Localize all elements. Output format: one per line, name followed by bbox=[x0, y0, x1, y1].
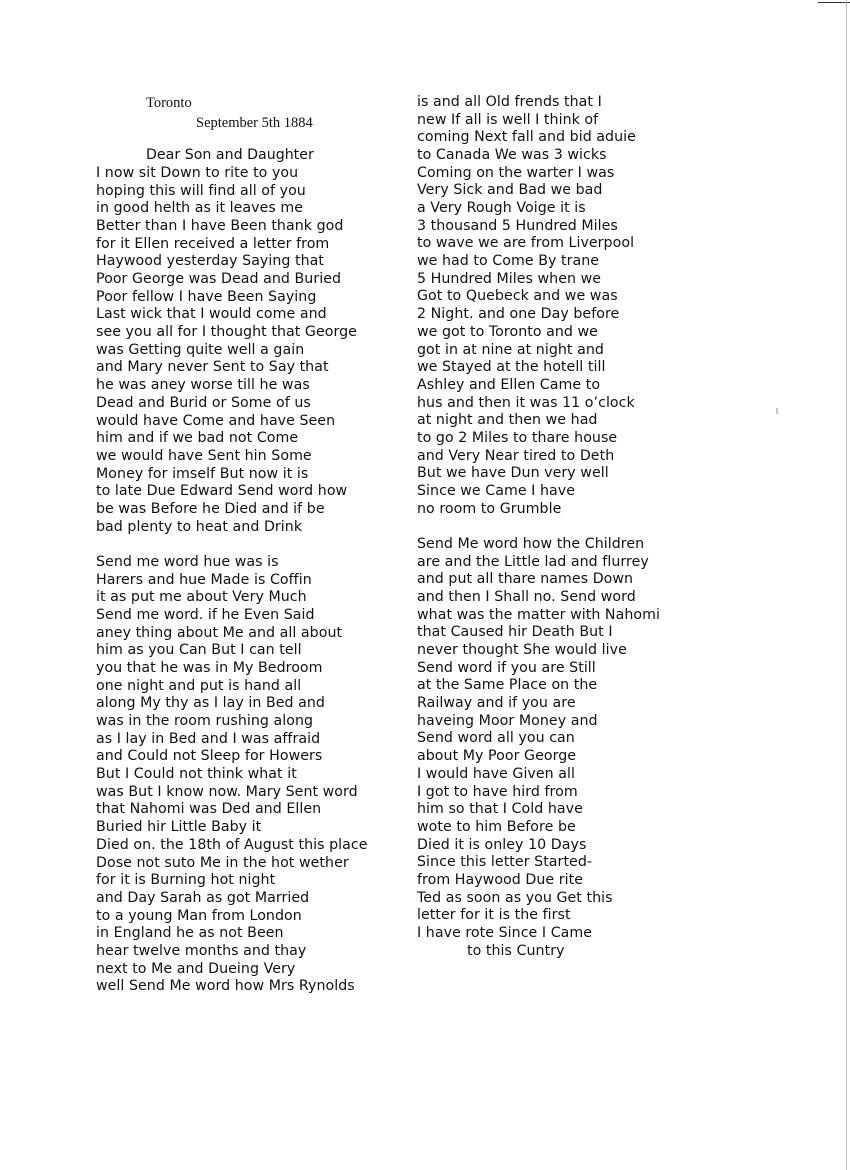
letter-line: Died on. the 18th of August this place bbox=[96, 836, 368, 853]
letter-line: Send word all you can bbox=[417, 730, 575, 747]
letter-line: was Getting quite well a gain bbox=[96, 341, 305, 358]
letter-line: it as put me about Very Much bbox=[96, 589, 307, 606]
letter-line: was in the room rushing along bbox=[96, 713, 314, 730]
letter-line: Dose not suto Me in the hot wether bbox=[96, 854, 349, 871]
letter-line: Poor fellow I have Been Saying bbox=[96, 288, 317, 305]
letter-line: Got to Quebeck and we was bbox=[417, 288, 618, 305]
letter-line: are and the Little lad and flurrey bbox=[417, 553, 649, 570]
letter-line: no room to Grumble bbox=[417, 500, 562, 517]
letter-line: to wave we are from Liverpool bbox=[417, 235, 635, 252]
letter-line: a Very Rough Voige it is bbox=[417, 200, 586, 217]
letter-line: Money for imself But now it is bbox=[96, 465, 309, 482]
letter-line: Send word if you are Still bbox=[417, 659, 596, 676]
letter-line: letter for it is the first bbox=[417, 907, 571, 924]
letter-line: was But I know now. Mary Sent word bbox=[96, 783, 358, 800]
letter-line: for it Ellen received a letter from bbox=[96, 235, 330, 252]
letter-line: would have Come and have Seen bbox=[96, 412, 336, 429]
letter-line: be was Before he Died and if be bbox=[96, 500, 325, 517]
letter-line: that Nahomi was Ded and Ellen bbox=[96, 801, 322, 818]
letter-line: I would have Given all bbox=[417, 765, 575, 782]
letter-line: got in at nine at night and bbox=[417, 341, 604, 358]
letter-place: Toronto bbox=[146, 95, 192, 111]
letter-line: and Very Near tired to Deth bbox=[417, 447, 615, 464]
letter-line: in good helth as it leaves me bbox=[96, 200, 304, 217]
letter-salutation: Dear Son and Daughter bbox=[146, 147, 314, 163]
letter-line: Railway and if you are bbox=[417, 695, 576, 712]
letter-line: Send me word hue was is bbox=[96, 553, 279, 570]
letter-line: we got to Toronto and we bbox=[417, 323, 598, 340]
letter-line: Ted as soon as you Get this bbox=[417, 889, 613, 906]
page-edge-right bbox=[846, 0, 847, 1170]
letter-line: along My thy as I lay in Bed and bbox=[96, 695, 325, 712]
letter-line: and then I Shall no. Send word bbox=[417, 589, 636, 606]
letter-line: I got to have hird from bbox=[417, 783, 578, 800]
letter-line: and Mary never Sent to Say that bbox=[96, 359, 329, 376]
letter-line: Better than I have Been thank god bbox=[96, 218, 344, 235]
letter-line: Send Me word how the Children bbox=[417, 536, 645, 552]
letter-line: Ashley and Ellen Came to bbox=[417, 376, 601, 393]
letter-line: we Stayed at the hotell till bbox=[417, 359, 606, 376]
letter-line: about My Poor George bbox=[417, 748, 577, 765]
letter-line: next to Me and Dueing Very bbox=[96, 960, 296, 977]
letter-line: 2 Night. and one Day before bbox=[417, 306, 620, 323]
letter-line: and put all thare names Down bbox=[417, 571, 634, 588]
letter-line: and Day Sarah as got Married bbox=[96, 889, 310, 906]
letter-line: to Canada We was 3 wicks bbox=[417, 147, 607, 164]
letter-line: him and if we bad not Come bbox=[96, 430, 299, 447]
letter-line: haveing Moor Money and bbox=[417, 712, 598, 729]
letter-line: you that he was in My Bedroom bbox=[96, 660, 323, 677]
letter-line: aney thing about Me and all about bbox=[96, 624, 343, 641]
letter-line: to go 2 Miles to thare house bbox=[417, 429, 618, 446]
letter-line: from Haywood Due rite bbox=[417, 871, 584, 888]
letter-line: Dead and Burid or Some of us bbox=[96, 394, 311, 411]
letter-line: we would have Sent hin Some bbox=[96, 447, 312, 464]
letter-line: at the Same Place on the bbox=[417, 677, 598, 694]
letter-line: Send me word. if he Even Said bbox=[96, 607, 315, 623]
letter-line: hus and then it was 11 o’clock bbox=[417, 394, 635, 411]
letter-line: him so that I Cold have bbox=[417, 801, 583, 818]
letter-line: he was aney worse till he was bbox=[96, 377, 310, 394]
letter-line: well Send Me word how Mrs Rynolds bbox=[96, 978, 355, 995]
letter-line: 5 Hundred Miles when we bbox=[417, 270, 602, 287]
letter-line: But we have Dun very well bbox=[417, 465, 609, 482]
letter-line: Since this letter Started- bbox=[417, 854, 593, 871]
letter-line: for it is Burning hot night bbox=[96, 872, 276, 889]
letter-line: Coming on the warter I was bbox=[417, 164, 615, 181]
letter-line: as I lay in Bed and I was affraid bbox=[96, 730, 321, 747]
letter-line: one night and put is hand all bbox=[96, 677, 302, 694]
letter-line: new If all is well I think of bbox=[417, 111, 599, 128]
letter-line: hear twelve months and thay bbox=[96, 942, 307, 959]
letter-line: wote to him Before be bbox=[417, 818, 576, 835]
letter-line: Poor George was Dead and Buried bbox=[96, 271, 342, 288]
letter-line: 3 thousand 5 Hundred Miles bbox=[417, 217, 618, 234]
letter-line: and Could not Sleep for Howers bbox=[96, 748, 323, 765]
letter-line: hoping this will find all of you bbox=[96, 182, 306, 199]
letter-line: coming Next fall and bid aduie bbox=[417, 129, 636, 146]
letter-line: never thought She would live bbox=[417, 642, 627, 659]
letter-line: bad plenty to heat and Drink bbox=[96, 518, 303, 535]
letter-line: Buried hir Little Baby it bbox=[96, 819, 262, 836]
letter-line: what was the matter with Nahomi bbox=[417, 606, 660, 623]
letter-line: him as you Can But I can tell bbox=[96, 642, 302, 659]
letter-line: Haywood yesterday Saying that bbox=[96, 253, 325, 270]
letter-line: Died it is onley 10 Days bbox=[417, 836, 587, 853]
letter-line: to a young Man from London bbox=[96, 907, 302, 924]
letter-date: September 5th 1884 bbox=[196, 115, 313, 131]
letter-line: Very Sick and Bad we bad bbox=[417, 182, 603, 199]
letter-line: at night and then we had bbox=[417, 412, 598, 429]
scan-mark bbox=[776, 408, 778, 414]
letter-line: Harers and hue Made is Coffin bbox=[96, 571, 312, 588]
letter-line: that Caused hir Death But I bbox=[417, 624, 613, 641]
letter-line: Since we Came I have bbox=[417, 482, 575, 499]
letter-line: in England he as not Been bbox=[96, 925, 284, 942]
letter-line: I have rote Since I Came bbox=[417, 924, 593, 941]
letter-line: But I Could not think what it bbox=[96, 766, 297, 783]
letter-line: to late Due Edward Send word how bbox=[96, 483, 348, 500]
letter-line: we had to Come By trane bbox=[417, 253, 600, 270]
letter-line: to this Cuntry bbox=[467, 942, 565, 959]
letter-line: Last wick that I would come and bbox=[96, 306, 327, 323]
letter-line: see you all for I thought that George bbox=[96, 324, 357, 341]
letter-line: is and all Old frends that I bbox=[417, 94, 602, 110]
letter-line: I now sit Down to rite to you bbox=[96, 165, 299, 181]
